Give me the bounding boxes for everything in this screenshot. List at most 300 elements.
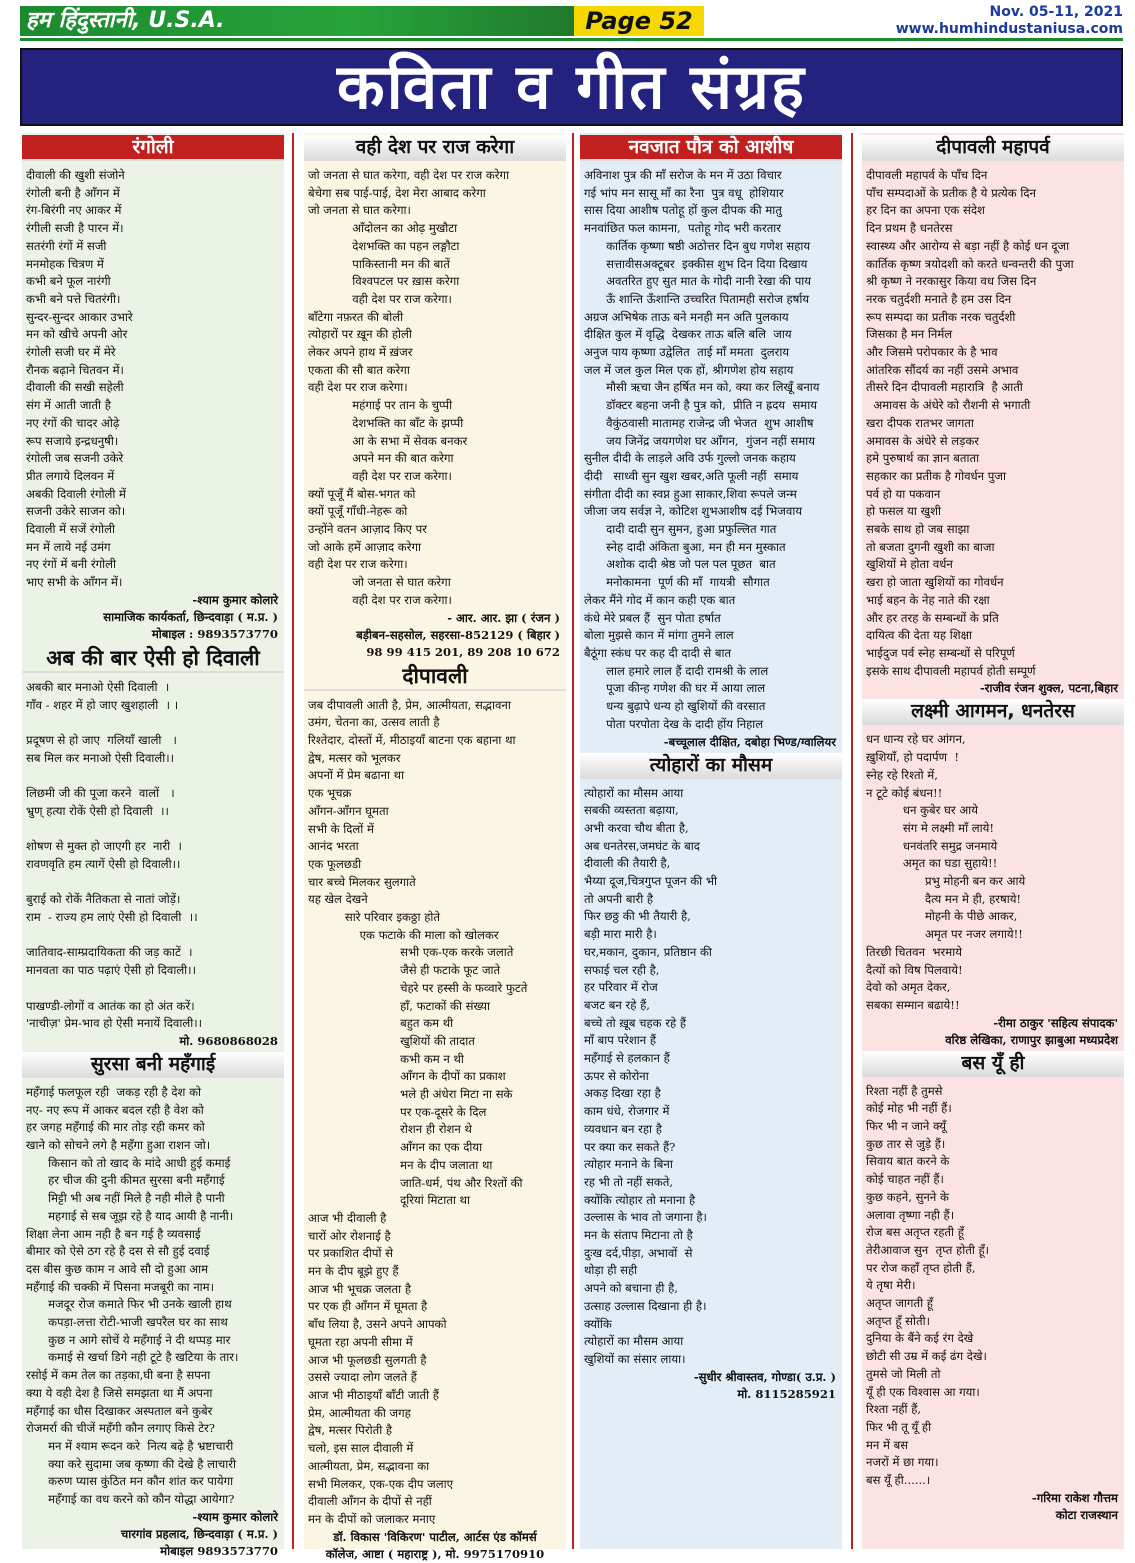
text-line: प्रेम, आत्मीयता की जगह (308, 1405, 411, 1420)
text-line: मो. 8115285921 (737, 1386, 836, 1401)
text-line: तो अपनी बारी है (584, 891, 654, 906)
text-line: सुन्दर-सुन्दर आकार उभारे (26, 309, 133, 324)
text-line: सामाजिक कार्यकर्ता, छिन्दवाड़ा ( म.प्र. ) (103, 609, 278, 624)
text-line: त्योहारों का मौसम आया (584, 785, 684, 800)
text-line: शिक्षा लेना आम नही है बन गई है व्यवसाई (26, 1226, 201, 1241)
poem-body (22, 1084, 284, 1509)
text-line: मौसी ऋचा जैन हर्षित मन को, क्या कर लिखूँ बनाय (584, 380, 820, 395)
text-line: 98 99 415 201, 89 208 10 672 (366, 644, 560, 659)
text-line: एक भूचक्र (308, 786, 352, 801)
text-line: चारों ओर रोशनाई है (308, 1228, 391, 1243)
text-line: -श्याम कुमार कोलारे (192, 1509, 278, 1524)
author-credit (580, 1369, 842, 1403)
text-line: तेरीआवाज सुन तृप्त होती हूँ। (866, 1242, 990, 1257)
text-line: अब धनतेरस,जमघंट के बाद (584, 838, 700, 853)
text-line: मन के दीप बूझे हुए हैं (308, 1264, 399, 1279)
text-line: रंगोली जब सजनी उकेरे (26, 451, 124, 466)
text-line: नए रंगों की चादर ओढ़े (26, 415, 120, 430)
text-line: एक फूलछडी (308, 856, 362, 871)
text-line: रिश्ता नहीं है तुमसे (866, 1083, 943, 1098)
text-line: मनवांछित फल कामना, पतोहू गोद भरी करतार (584, 221, 782, 236)
text-line: लेकर मैंने गोद में कान कही एक बात (584, 592, 736, 607)
text-line: पर एक ही आँगन में घूमता है (308, 1299, 428, 1314)
author-credit (22, 1509, 284, 1560)
section-title: लक्ष्मी आगमन, धनतेरस (862, 699, 1124, 725)
text-line: मिट्टी भी अब नहीं मिले है नही मीले है पानी (26, 1191, 225, 1206)
text-line: आज भी फूलछडी सुलगती है (308, 1352, 427, 1367)
text-line: पोता परपोता देख के दादी होंय निहाल (584, 716, 764, 731)
text-line: हो फसल या खुशी (866, 504, 941, 519)
text-line: खुशियों का संसार लाया। (584, 1352, 686, 1366)
text-line: वही देश पर राज करेगा। (308, 557, 408, 572)
text-line: नए रंगों में बनी रंगोली (26, 557, 116, 572)
text-line: सफाई चल रही है, (584, 962, 660, 977)
text-line: दुनिया के बैंने कई रंग देखे (866, 1331, 974, 1346)
text-line: आँदोलन का ओढ़ मुखौटा (308, 221, 458, 236)
text-line: विश्वपटल पर ख़ास करेगा (308, 274, 460, 289)
text-line: अबकी दिवाली रंगोली में (26, 486, 126, 501)
author-credit (862, 680, 1124, 697)
text-line: कपड़ा-लत्ता रोटी-भाजी खपरैल घर का साथ (26, 1315, 228, 1330)
text-line: मन में बस (866, 1437, 909, 1452)
text-line: दीवाली की तैयारी है, (584, 856, 671, 871)
text-line: -सुधीर श्रीवास्तव, गोण्डा( उ.प्र. ) (693, 1369, 836, 1384)
text-line: ऊपर से कोरोना (584, 1068, 649, 1083)
author-credit (580, 734, 842, 751)
text-line: सास दिया आशीष पतोहू हों कुल दीपक की मातु (584, 203, 782, 218)
poem-body (22, 679, 284, 1033)
text-line: -श्याम कुमार कोलारे (192, 592, 278, 607)
section-title: त्योहारों का मौसम (580, 753, 842, 779)
section-title: रंगोली (22, 135, 284, 161)
text-line: हमे पुरुषार्थ का ज्ञान बताता (866, 451, 980, 466)
text-line: वैकुंठवासी मातामह राजेन्द्र जी भेजत शुभ आशीष (584, 415, 814, 430)
text-line: देशभक्ति का बाँट के झप्पी (308, 415, 464, 430)
text-line: जाति-धर्म, पंथ और रिश्तों की (308, 1175, 523, 1190)
text-line: कंधे मेरे प्रबल हैं सुन पोता हर्षात (584, 610, 721, 625)
text-line: उल्लास के भाव तो जगाना है। (584, 1210, 707, 1225)
text-line: रंग-बिरंगी नए आकर में (26, 203, 122, 218)
text-line: नजरों में छा गया। (866, 1455, 939, 1470)
text-line: आँगन का एक दीया (308, 1140, 483, 1155)
text-line: भैय्या दूज,चित्रगुप्त पूजन की भी (584, 874, 718, 889)
text-line: खरा हो जाता खुशियों का गोवर्धन (866, 575, 1004, 590)
text-line: प्रभु मोहनी बन कर आये (866, 874, 1026, 889)
text-line: वरिष्ठ लेखिका, राणापुर झाबुआ मध्यप्रदेश (945, 1032, 1118, 1047)
poem-body (22, 167, 284, 592)
text-line: तीसरे दिन दीपावली महारात्रि है आती (866, 380, 1023, 395)
text-line: वही देश पर राज करेगा। (308, 380, 408, 395)
text-line: कार्तिक कृष्ण त्रयोदशी को करते धन्वन्तरी की पुजा (866, 256, 1074, 271)
text-line: दीवाली की सखी सहेली (26, 380, 124, 395)
text-line: वही देश पर राज करेगा। (308, 468, 452, 483)
text-line: जिसका है मन निर्मल (866, 327, 953, 342)
text-line: तुमसे जो मिली तो (866, 1366, 941, 1381)
section-title: दीपावली महापर्व (862, 135, 1124, 161)
text-line: बैठूंगा स्कंध पर कह दी दादी से बात (584, 645, 732, 660)
text-line (26, 874, 280, 892)
text-line: जातिवाद-साम्प्रदायिकता की जड़ काटें । (26, 945, 193, 960)
text-line: स्वास्थ्य और आरोग्य से बड़ा नहीं है कोई धन दूजा (866, 238, 1070, 253)
column-1 (22, 133, 284, 1558)
text-line: मनमोहक चित्रण में (26, 256, 104, 271)
text-line: चेहरे पर हस्सी के फव्वारे फुटते (308, 980, 528, 995)
text-line: अमृत पर नजर लगाये!! (866, 927, 1023, 942)
text-line: कभी कम न थी (308, 1051, 464, 1066)
text-line: भाई बहन के नेह नाते की रक्षा (866, 592, 990, 607)
author-credit (862, 1015, 1124, 1049)
text-line: फिर भी तू यूँ ही (866, 1420, 932, 1434)
text-line: लेकर अपने हाथ में ख़ंजर (308, 345, 413, 360)
text-line: ख़ुशियाँ, हो पदार्पण ! (866, 750, 960, 765)
text-line: हर दिन का अपना एक संदेश (866, 203, 985, 218)
column-4 (862, 133, 1124, 1549)
author-credit (22, 1033, 284, 1050)
text-line: सबका सम्मान बढाये!! (866, 997, 960, 1012)
text-line: दिवाली में सजें रंगोली (26, 522, 116, 537)
text-line: क्यों पूजूँ मैं बोस-भगत को (308, 486, 416, 501)
text-line: कोई मोह भी नहीं हैं। (866, 1101, 952, 1116)
text-line: हाँ, फटाकों की संख्या (308, 998, 490, 1013)
text-line: दुःख दर्द,पीड़ा, अभावों से (584, 1245, 693, 1260)
text-line: सारे परिवार इकठ्ठा होते (308, 910, 441, 925)
text-line: फिर भी न जाने क्यूँ (866, 1119, 946, 1134)
text-line: भाए सभी के आँगन में। (26, 575, 123, 590)
text-line: व्यवधान बन रहा है (584, 1121, 662, 1136)
text-line: डॉ. विकास 'विकिरण' पाटील, आर्टस एंड कॉमर्स (333, 1529, 537, 1544)
text-line: भाईदुज पर्व स्नेह सम्बन्धों से परिपूर्ण (866, 645, 1015, 660)
text-line: त्योहारों का मौसम आया (584, 1334, 684, 1349)
text-line: अकड़ दिखा रहा है (584, 1086, 661, 1101)
text-line: रौनक बढ़ाने चितवन में। (26, 362, 124, 377)
masthead: हम हिंदुस्तानी, U.S.A. (20, 6, 575, 36)
text-line: त्योहार मनाने के बिना (584, 1157, 673, 1172)
header-divider (20, 38, 1123, 41)
poem-body (580, 167, 842, 734)
section-title: बस यूँ ही (862, 1051, 1124, 1077)
text-line: मानवता का पाठ पढ़ाएं ऐसी हो दिवाली।। (26, 963, 196, 978)
text-line: दीक्षित कुल में वृद्धि देखकर ताऊ बलि बलि जाय (584, 327, 792, 342)
text-line: बहुत कम थी (308, 1016, 454, 1031)
text-line (26, 821, 280, 839)
text-line: कुछ न आगे सोचें ये महँगाई ने दी थप्पड़ मार (26, 1332, 231, 1347)
text-line: हर चीज की दुनी कीमत सुरसा बनी महँगाई (26, 1173, 225, 1188)
text-line: सिवाय बात करने के (866, 1154, 950, 1169)
text-line: -रीमा ठाकुर 'सहित्य संपादक' (993, 1015, 1118, 1030)
author-credit (304, 610, 566, 661)
text-line: पर एक-दूसरे के दिल (308, 1104, 487, 1119)
text-line: वही देश पर राज करेगा। (308, 291, 452, 306)
text-line: तिरछी चितवन भरमाये (866, 944, 962, 959)
text-line: महँगाई फलफूल रही जकड़ रही है देश को (26, 1084, 202, 1099)
text-line: रोज बस अतृप्त रहती हूँ (866, 1225, 964, 1240)
text-line: मन के संताप मिटाना तो है (584, 1228, 693, 1243)
text-line: कार्तिक कृष्णा षष्ठी अठोत्तर दिन बुध गणेश सहाय (584, 238, 811, 253)
text-line: क्योंकि त्योहार तो मनाना है (584, 1192, 696, 1207)
text-line: सजनी उकेरे साजन को। (26, 504, 126, 519)
text-line: अपने मन की बात करेगा (308, 451, 454, 466)
text-line: त्योहारों पर ख़ून की होली (308, 327, 412, 342)
text-line: आँगन के दीपों का प्रकाश (308, 1069, 506, 1084)
text-line: चलो, इस साल दीवाली में (308, 1441, 414, 1456)
text-line: शोषण से मुक्त हो जाएगी हर नारी । (26, 839, 182, 854)
text-line: छोटी सी उम्र में कई ढंग देखे। (866, 1349, 987, 1364)
text-line: बड़ीबन-सहसोल, सहरसा-852129 ( बिहार ) (356, 627, 560, 642)
text-line: बाँटेगा नफ़रत की बोली (308, 309, 404, 324)
text-line: सुनील दीदी के लाड़ले अवि उर्फ गुल्लो जनक कहाय (584, 451, 796, 466)
text-line: रिश्तेदार, दोस्तों में, मीठाइयाँ बाटना एक बहाना था (308, 732, 516, 747)
column-3 (580, 133, 842, 1549)
text-line: आनंद भरता (308, 839, 359, 854)
text-line: पाकिस्तानी मन की बातें (308, 256, 450, 271)
text-line: सभी एक-एक करके जलाते (308, 945, 514, 960)
text-line: नए- नए रूप में आकर बदल रही है वेश को (26, 1102, 204, 1117)
text-line: लिछमी जी की पूजा करने वालों । (26, 786, 175, 801)
text-line: आत्मीयता, प्रेम, सद्भावना का (308, 1458, 430, 1473)
text-line: अभी करवा चौथ बीता है, (584, 820, 689, 835)
text-line: चार बच्चे मिलकर सुलगाते (308, 874, 416, 889)
text-line: लाल हमारे लाल हैं दादी रामश्री के लाल (584, 663, 769, 678)
text-line: महँगाई की चक्की में पिसना मजबूरी का नाम। (26, 1279, 214, 1294)
text-line: संगीता दीदी का स्वप्न हुआ साकार,शिवा रूपले जन्म (584, 486, 797, 501)
text-line: एक फटाके की माला को खोलकर (308, 927, 499, 942)
page-banner: कविता व गीत संग्रह (20, 48, 1123, 126)
text-line: आज भी मीठाइयाँ बाँटी जाती हैं (308, 1388, 439, 1402)
text-line: बीमार को ऐसे ठग रहे है दस से सौ हुई दवाई (26, 1244, 210, 1259)
text-line: खरा दीपक रातभर जागता (866, 415, 974, 430)
issue-date: Nov. 05-11, 2021 (989, 4, 1123, 20)
text-line: धन्य बुढ़ापे धन्य हो खुशियों की वरसात (584, 699, 766, 714)
text-line: जैसे ही फटाके फूट जाते (308, 963, 501, 978)
page-number: Page 52 (574, 6, 704, 36)
text-line: दीपावली महापर्व के पाँच दिन (866, 168, 988, 182)
text-line: रूप सजाये इन्द्रधनुषी। (26, 433, 119, 448)
section-title: अब की बार ऐसी हो दिवाली (22, 645, 284, 673)
text-line: जय जिनेंद्र जयगणेश घर आँगन, गुंजन नहीं समाय (584, 433, 815, 448)
section-title: दीपावली (304, 663, 566, 691)
text-line: दैत्य मन मे ही, हरषाये! (866, 891, 1022, 906)
text-line: देशभक्ति का पहन लङ्गौटा (308, 238, 460, 253)
header-date-block (896, 4, 1123, 38)
text-line: धन धान्य रहे घर आंगन, (866, 732, 966, 747)
text-line: अग्रज अभिषेक ताऊ बने मनही मन अति पुलकाय (584, 309, 789, 324)
text-line: महंगाई पर तान के चुप्पी (308, 398, 453, 413)
text-line (26, 767, 280, 785)
website-link[interactable]: www.humhindustaniusa.com (895, 21, 1123, 37)
text-line: नरक चतुर्दशी मनाते है हम उस दिन (866, 291, 1012, 306)
text-line: रावणवृति हम त्यागें ऐसी हो दिवाली।। (26, 856, 181, 871)
text-line: न टूटे कोई बंधन!! (866, 785, 943, 800)
text-line: पर रोज कहाँ तृप्त होती हैं, (866, 1260, 976, 1275)
text-line: बेचेगा सब पाई-पाई, देश मेरा आबाद करेगा (308, 185, 486, 200)
text-line: क्योंकि (584, 1316, 612, 1331)
text-line: जो जनता से घात करेगा (308, 575, 451, 590)
text-line: बुराई को रोकें नैतिकता से नातां जोड़ें। (26, 892, 181, 907)
text-line: मोबाइल : 9893573770 (151, 626, 278, 641)
text-line: भ्रुण् हत्या रोकें ऐसी हो दिवाली ।। (26, 803, 169, 818)
text-line: प्रदूषण से हो जाए गलियाँ खाली । (26, 732, 177, 747)
text-line: कभी बने पत्ते चितरंगी। (26, 291, 121, 306)
text-line: पाँच सम्पदाओं के प्रतीक है ये प्रत्येक दिन (866, 185, 1036, 200)
column-2 (304, 133, 566, 1561)
text-line: अमावस के अंधेरे से लड़कर (866, 433, 979, 448)
text-line: -बच्चूलाल दीक्षित, दबोहा भिण्ड/ग्वालियर (663, 734, 836, 749)
page-header (0, 0, 1135, 44)
text-line: ऊँ शान्ति ऊँशान्ति उच्चरित पितामही सरोज हर्षाय (584, 291, 810, 306)
text-line: संग में आती जाती है (26, 398, 111, 413)
text-line: रोशन ही रोशन थे (308, 1122, 472, 1137)
column-divider (851, 133, 853, 1549)
text-line: काम धंधे, रोजगार में (584, 1104, 670, 1119)
text-line: करुण प्यास कुंठित मन कौन शांत कर पायेगा (26, 1474, 234, 1489)
text-line: अबकी बार मनाओ ऐसी दिवाली । (26, 679, 170, 694)
author-credit (862, 1490, 1124, 1524)
text-line (26, 714, 280, 732)
text-line: और हर तरह के सम्बन्धों के प्रति (866, 610, 999, 625)
text-line: तो बजता दुगनी खुशी का बाजा (866, 539, 995, 554)
text-line: भले ही अंधेरा मिटा ना सके (308, 1087, 513, 1102)
text-line: प्रीत लगाये दिलवन में (26, 468, 115, 483)
text-line: अवतरित हुए सुत मात के गोदी नानी रेखा की पाय (584, 274, 812, 289)
text-line: स्नेह दादी अंकिता बुआ, मन ही मन मुस्कात (584, 539, 786, 554)
text-line: मजदूर रोज कमाते फिर भी उनके खाली हाथ (26, 1297, 232, 1312)
text-line: कुछ तार से जुड़े हैं। (866, 1136, 946, 1151)
text-line: बाँध लिया है, उसने अपने आपको (308, 1317, 447, 1332)
text-line: इसके साथ दीपावली महापर्व होती सम्पूर्ण (866, 663, 1036, 678)
text-line: दीवाली आँगन के दीपों से नहीं (308, 1494, 432, 1509)
text-line: धनवंतरि समुद्र जनमाये (866, 838, 998, 853)
text-line: क्या करे सुदामा जब कृष्णा की देखे है लाचारी (26, 1456, 237, 1471)
section-title: सुरसा बनी महँगाई (22, 1052, 284, 1078)
text-line: घर,मकान, दुकान, प्रतिष्ठान की (584, 944, 712, 959)
text-line: श्री कृष्ण ने नरकासुर किया वध जिस दिन (866, 274, 1037, 289)
text-line: दीवाली की खुशी संजोने (26, 168, 125, 182)
text-line: खुशियों की तादात (308, 1033, 475, 1048)
text-line: द्वेष, मत्सर पिरोती है (308, 1423, 393, 1438)
text-line: मोहनी के पीछे आकर, (866, 909, 1018, 924)
text-line: महँगाई का वध करने को कौन योद्धा आयेगा? (26, 1492, 235, 1507)
text-line (26, 927, 280, 945)
text-line: जो आके हमें आज़ाद करेगा (308, 539, 421, 554)
text-line: अविनाश पुत्र की माँ सरोज के मन में उठा विचार (584, 168, 782, 182)
text-line: सबके साथ हो जब साझा (866, 522, 970, 537)
text-line: सबकी व्यस्तता बढ़ाया, (584, 803, 679, 818)
text-line: वही देश पर राज करेगा। (308, 592, 452, 607)
text-line: दिन प्रथम है धनतेरस (866, 221, 953, 236)
text-line: कोई चाहत नहीं हैं। (866, 1172, 944, 1187)
poem-body (304, 167, 566, 610)
text-line: मन में लाये नई उमंग (26, 539, 111, 554)
poem-body (580, 785, 842, 1369)
text-line: अमावस के अंधेरे को रौशनी से भगाती (866, 398, 1031, 413)
text-line: मनोकामना पूर्ण की माँ गायत्री सौगात (584, 575, 770, 590)
text-line: सभी मिलकर, एक-एक दीप जलाए (308, 1476, 454, 1491)
text-line: उससे ज्यादा लोग जलते हैं (308, 1370, 417, 1385)
text-line: धन कुबेर घर आये (866, 803, 978, 818)
text-line: मन के दीप जलाता था (308, 1157, 493, 1172)
text-line: महगाई से सब जूझ रहे है याद आयी है नानी। (26, 1208, 234, 1223)
column-divider (572, 133, 574, 1549)
text-line: डॉक्टर बहना जनी है पुत्र को, प्रीति न ह्रदय समाय (584, 398, 817, 413)
text-line: उमंग, चेतना का, उत्सव लाती है (308, 715, 440, 730)
poem-body (862, 731, 1124, 1014)
text-line: और जिसमे परोपकार के है भाव (866, 345, 998, 360)
text-line: बड़ी मारा मारी है। (584, 927, 657, 942)
text-line: किसान को तो खाद के मांदे आधी हुई कमाई (26, 1155, 231, 1170)
text-line: रंगोली बनी है आँगन में (26, 185, 120, 200)
text-line: द्वेष, मत्सर को भूलकर (308, 750, 401, 765)
text-line: आंतरिक सौंदर्य का नहीं उसमे अभाव (866, 362, 1019, 377)
author-credit (22, 592, 284, 643)
text-line: हर जगह महँगाई की मार तोड़ रही कमर को (26, 1120, 205, 1135)
text-line: जीजा जय सर्वज्ञ ने, कोटिश शुभआशीष दई भिजवाय (584, 504, 803, 519)
text-line: पूजा कीन्ह गणेश की घर में आया लाल (584, 681, 766, 696)
text-line: दायित्व की देता यह शिक्षा (866, 628, 972, 643)
text-line: रोजमर्रा की चीजें महँगी कौन लगाए किसे टेर? (26, 1421, 216, 1436)
text-line: अमृत का घडा सुहाये!! (866, 856, 998, 871)
text-line: रंगीली सजी है पारन में। (26, 221, 124, 236)
text-line: जो जनता से घात करेगा। (308, 203, 411, 218)
text-line: कोटा राजस्थान (1055, 1507, 1118, 1522)
text-line: दस बीस कुछ काम न आवे सौ दो हुआ आम (26, 1261, 209, 1276)
text-line (26, 980, 280, 998)
poem-body (862, 1083, 1124, 1490)
text-line: ये तृषा मेरी। (866, 1278, 916, 1293)
text-line: थोड़ा ही सही (584, 1263, 638, 1278)
text-line: कॉलेज, आष्टा ( महाराष्ट्र ), मो. 9975170910 (325, 1546, 545, 1561)
text-line: दादी दादी सुन सुमन, हुआ प्रफुल्लित गात (584, 522, 777, 537)
text-line: माँ बाप परेशान हैं (584, 1033, 657, 1048)
text-line: रूप सम्पदा का प्रतीक नरक चतुर्दशी (866, 309, 1016, 324)
text-line: फिर छठ्ठ की भी तैयारी है, (584, 909, 691, 924)
poem-body (304, 697, 566, 1529)
text-line: संग मे लक्ष्मी माँ लाये! (866, 820, 995, 835)
text-line: क्यों पूजूँ गाँधी-नेहरू को (308, 504, 408, 519)
text-line: जब दीपावली आती है, प्रेम, आत्मीयता, सद्भावना (308, 697, 511, 712)
text-line: पर क्या कर सकते हैं? (584, 1139, 676, 1154)
text-line: आँगन-आँगन घूमता (308, 803, 389, 818)
text-line: यह खेल देखने (308, 892, 368, 907)
text-line: रिश्ता नहीं हैं, (866, 1402, 922, 1417)
text-line: सतरंगी रंगों में सजी (26, 238, 107, 253)
text-line: पर प्रकाशित दीपों से (308, 1246, 393, 1261)
text-line: दूरियां मिटाता था (308, 1193, 470, 1208)
text-line: जल में जल कुल मिल एक हों, श्रीगणेश होय सहाय (584, 362, 794, 377)
text-line: बस यूँ ही......। (866, 1473, 931, 1488)
author-credit (304, 1529, 566, 1563)
section-title: नवजात पौत्र को आशीष (580, 135, 842, 161)
text-line: खाने को सोचने लगे है महँगा हुआ राशन जो। (26, 1138, 211, 1153)
text-line: एकता की सौ बात करेगा (308, 362, 410, 377)
text-line: अपनों में प्रेम बढाना था (308, 768, 405, 783)
text-line: राम - राज्य हम लाएं ऐसी हो दिवाली ।। (26, 910, 198, 925)
text-line: मोबाइल 9893573770 (160, 1543, 278, 1558)
text-line: कुछ कहने, सुनने के (866, 1189, 949, 1204)
text-line: अतृप्त हूँ सोती। (866, 1313, 931, 1328)
text-line: सत्तावीसअक्टूबर इक्कीस शुभ दिन दिया दिखाय (584, 256, 808, 271)
text-line: कभी बने फूल नारंगी (26, 274, 111, 289)
text-line: बोला मुझसे कान में मांगा तुमने लाल (584, 628, 734, 643)
text-line: रंगोली सजी घर में मेरे (26, 345, 116, 360)
text-line: खुशियों मे होता वर्धन (866, 557, 953, 572)
text-line: पाखण्डी-लोगों व आतंक का हो अंत करें। (26, 998, 195, 1013)
section-title: वही देश पर राज करेगा (304, 135, 566, 161)
text-line: मन को खीचे अपनी ओर (26, 327, 128, 342)
text-line: यूँ ही एक विश्वास आ गया। (866, 1384, 980, 1399)
text-line: 'नाचीज़' प्रेम-भाव हो ऐसी मनायें दिवाली।। (26, 1016, 203, 1031)
text-line: घूमता रहा अपनी सीमा में (308, 1334, 413, 1349)
text-line: महँगाई का धौस दिखाकर अस्पताल बने कुबेर (26, 1403, 213, 1418)
